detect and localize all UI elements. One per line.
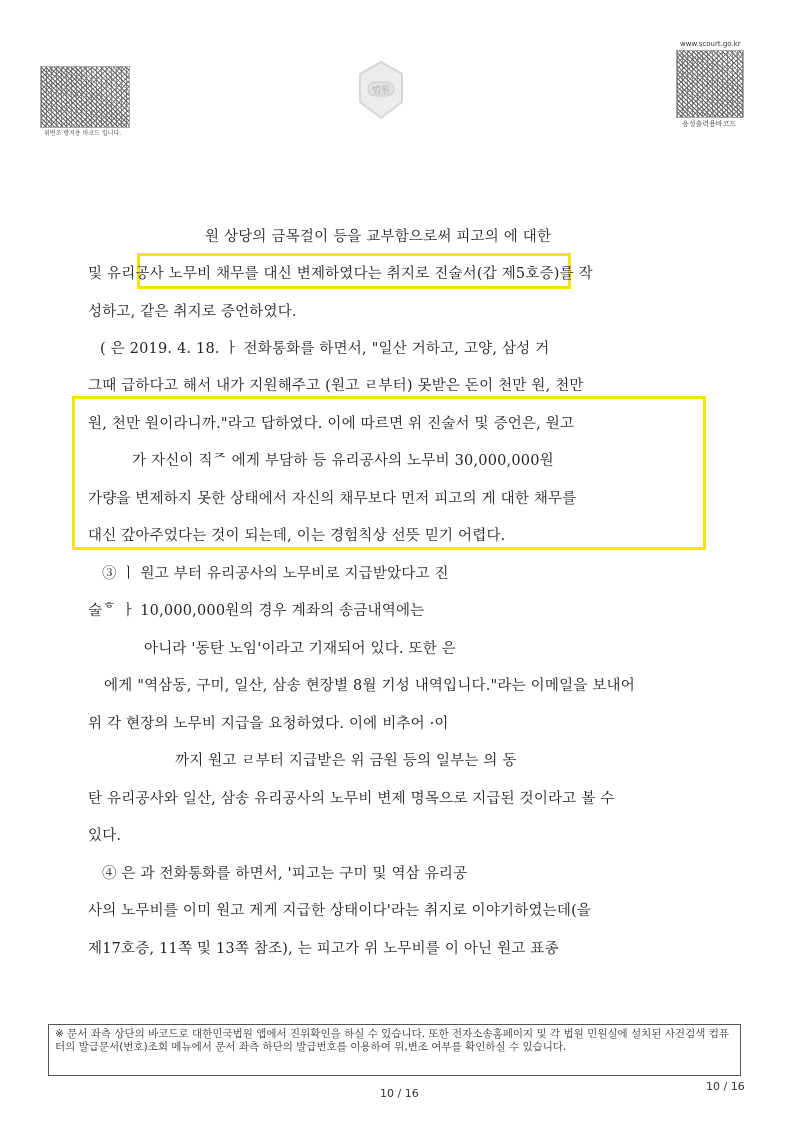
body-line: 까지 원고 ㄹ부터 지급받은 위 금원 등의 일부는 의 동 <box>175 753 517 769</box>
body-line: 그때 급하다고 해서 내가 지원해주고 (원고 ㄹ부터) 못받은 돈이 천만 원, 천만 <box>88 378 584 394</box>
body-line: 및 유리공사 노무비 채무를 대신 변제하였다는 취지로 진술서(갑 제5호증)를 작 <box>88 266 593 282</box>
body-line: 대신 갚아주었다는 것이 되는데, 이는 경험칙상 선뜻 믿기 어렵다. <box>88 528 506 544</box>
seal-label: 법원 <box>372 86 390 96</box>
verification-notice: ※ 문서 좌측 상단의 바코드로 대한민국법원 앱에서 진위확인을 하실 수 있습니다. 또한 전자소송홈페이지 및 각 법원 민원실에 설치된 사건검색 컴퓨터의 발급문서(번호)조회 메뉴에서 문서 좌측 하단의 발급번호를 이용하여 위,변조 여부를 확인하실 수 있습니다. <box>48 1024 741 1076</box>
body-line: 성하고, 같은 취지로 증언하였다. <box>88 304 297 320</box>
body-line: ③ ㅣ 원고 부터 유리공사의 노무비로 지급받았다고 진 <box>102 566 449 582</box>
body-line: 탄 유리공사와 일산, 삼송 유리공사의 노무비 변제 명목으로 지급된 것이라고 볼 수 <box>88 791 615 807</box>
body-line: 원 상당의 금목걸이 등을 교부함으로써 피고의 에 대한 <box>205 229 552 245</box>
body-line: 제17호증, 11쪽 및 13쪽 참조), 는 피고가 위 노무비를 이 아닌 원고 표종 <box>88 941 559 957</box>
scourt-url: www.scourt.go.kr <box>680 40 741 48</box>
body-line: 있다. <box>88 828 122 844</box>
authenticity-barcode <box>40 66 130 128</box>
body-line: 가 자신이 직ᄌ 에게 부담하 등 유리공사의 노무비 30,000,000원 <box>132 453 554 469</box>
page-number-center: 10 / 16 <box>380 1087 419 1100</box>
body-line: 에게 "역삼동, 구미, 일산, 삼송 현장별 8월 기성 내역입니다."라는 이메일을 보내어 <box>104 678 635 694</box>
body-line: 아니라 '동탄 노임'이라고 기재되어 있다. 또한 은 <box>144 641 456 657</box>
body-line: 원, 천만 원이라니까."라고 답하였다. 이에 따르면 위 진술서 및 증언은, 원고 <box>88 416 575 432</box>
left-barcode-caption: 위변조 방지용 바코드 입니다. <box>44 130 122 137</box>
audio-barcode <box>676 50 744 118</box>
right-barcode-caption: 음성출력용바코드 <box>682 120 737 128</box>
body-line: 술ᄒ ㅏ 10,000,000원의 경우 계좌의 송금내역에는 <box>88 603 425 619</box>
body-line: 위 각 현장의 노무비 지급을 요청하였다. 이에 비추어 ·이 <box>88 716 449 732</box>
body-line: ( 은 2019. 4. 18. ㅏ 전화통화를 하면서, "일산 거하고, 고양, 삼성 거 <box>100 341 550 357</box>
body-line: 사의 노무비를 이미 원고 게게 지급한 상태이다'라는 취지로 이야기하였는데(을 <box>88 903 592 919</box>
court-seal-icon <box>352 58 410 126</box>
body-line: 가량을 변제하지 못한 상태에서 자신의 채무보다 먼저 피고의 게 대한 채무를 <box>88 491 577 507</box>
page-number-right: 10 / 16 <box>706 1080 745 1093</box>
body-line: ④ 은 과 전화통화를 하면서, '피고는 구미 및 역삼 유리공 <box>102 866 468 882</box>
